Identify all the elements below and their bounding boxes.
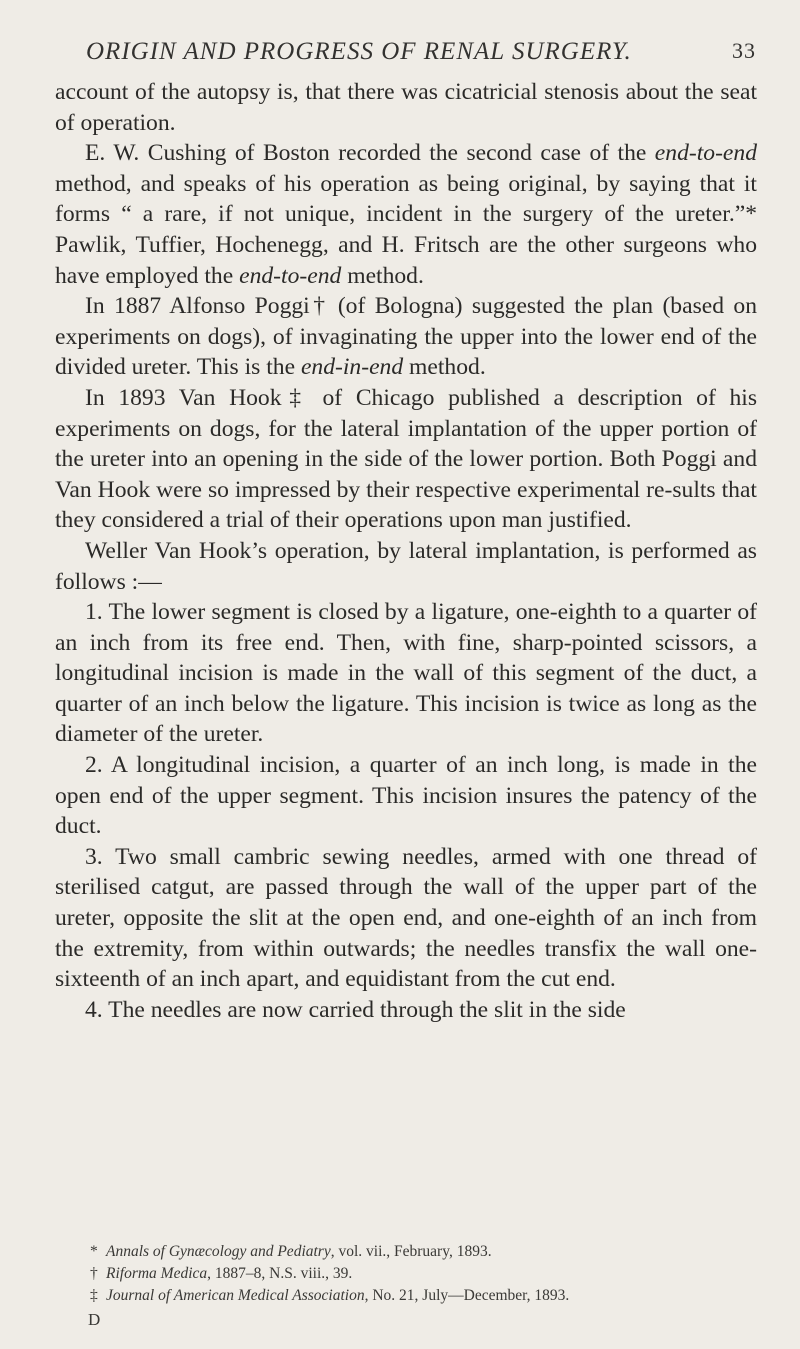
paragraph-text: In 1887 Alfonso Poggi† (of Bologna) suggested the plan (based on experiments on dogs), of invaginating the upper into the lower end of the divided ureter. This is the [55, 293, 757, 381]
paragraph-text: account of the autopsy is, that there was cicatricial stenosis about the seat of operation. [55, 79, 757, 136]
running-head [86, 38, 756, 70]
footnote-source: Journal of American Medical Association [106, 1287, 365, 1304]
footnote-source: Riforma Medica [106, 1265, 208, 1282]
paragraph-poggi [55, 291, 757, 383]
page-number: 33 [732, 38, 756, 63]
footnote-mark: ‡ [90, 1287, 98, 1304]
footnote [90, 1263, 770, 1285]
footnote-mark: † [90, 1265, 98, 1282]
paragraph-text: In 1893 Van Hook‡ of Chicago published a description of his experiments on dogs, for the lateral implantation of the upper portion of the ureter into an opening in the side of the lower portion. Both Poggi and Van Hook were so impressed by their respective experimental re-sults that they considered a trial of their operations upon man justified. [55, 384, 757, 534]
paragraph-text: E. W. Cushing of Boston recorded the second case of the [85, 140, 655, 167]
paragraph-text: method, and speaks of his operation as being original, by saying that it forms “ a rare, if not unique, incident in the surgery of the ureter.”* Pawlik, Tuffier, Hochenegg, and H. Fritsch are the other surgeons who have employed the [55, 170, 757, 289]
signature-mark: D [88, 1310, 101, 1329]
footnote-source: Annals of Gynæcology and Pediatry [106, 1243, 331, 1260]
paragraph-text: Weller Van Hook’s operation, by lateral implantation, is performed as follows :— [55, 537, 757, 595]
footnote-detail: , vol. vii., February, 1893. [330, 1243, 492, 1260]
step-4 [55, 995, 757, 1026]
step-1 [55, 597, 757, 750]
step-2 [55, 750, 757, 842]
paragraph-autopsy-continuation [55, 77, 757, 138]
paragraph-cushing [55, 138, 757, 291]
footnote-mark: * [90, 1243, 98, 1260]
paragraph-text: 4. The needles are now carried through the slit in the side [85, 996, 626, 1023]
step-3 [55, 842, 757, 995]
paragraph-text: 1. The lower segment is closed by a ligature, one-eighth to a quarter of an inch from its free end. Then, with fine, sharp-pointed scissors, a longitudinal incision is made in the wall of this segment of the duct, a quarter of an inch below the ligature. This incision is twice as long as the diameter of the ureter. [55, 599, 757, 748]
running-title: ORIGIN AND PROGRESS OF RENAL SURGERY. [86, 38, 632, 65]
paragraph-text: method. [341, 262, 424, 289]
footnote-detail: , No. 21, July—December, 1893. [364, 1287, 570, 1304]
paragraph-van-hook [55, 383, 757, 536]
paragraph-operation-intro [55, 536, 757, 597]
footnote-detail: , 1887–8, N.S. viii., 39. [207, 1265, 353, 1282]
footnote [90, 1285, 770, 1307]
emphasis-end-to-end: end-to-end [654, 140, 757, 167]
paragraph-text: 3. Two small cambric sewing needles, armed with one thread of sterilised catgut, are passed through the wall of the upper part of the ureter, opposite the slit at the open end, and one-eighth of an inch from the extremity, from within outwards; the needles transfix the wall one-sixteenth of an inch apart, and equidistant from the cut end. [55, 843, 757, 993]
footnote [90, 1241, 770, 1263]
paragraph-text: 2. A longitudinal incision, a quarter of an inch long, is made in the open end of the upper segment. This incision insures the patency of the duct. [55, 752, 757, 840]
paragraph-text: method. [403, 354, 486, 381]
emphasis-end-to-end: end-to-end [239, 262, 342, 289]
footnotes [90, 1241, 770, 1307]
body-text [55, 77, 757, 1025]
emphasis-end-in-end: end-in-end [300, 354, 404, 381]
